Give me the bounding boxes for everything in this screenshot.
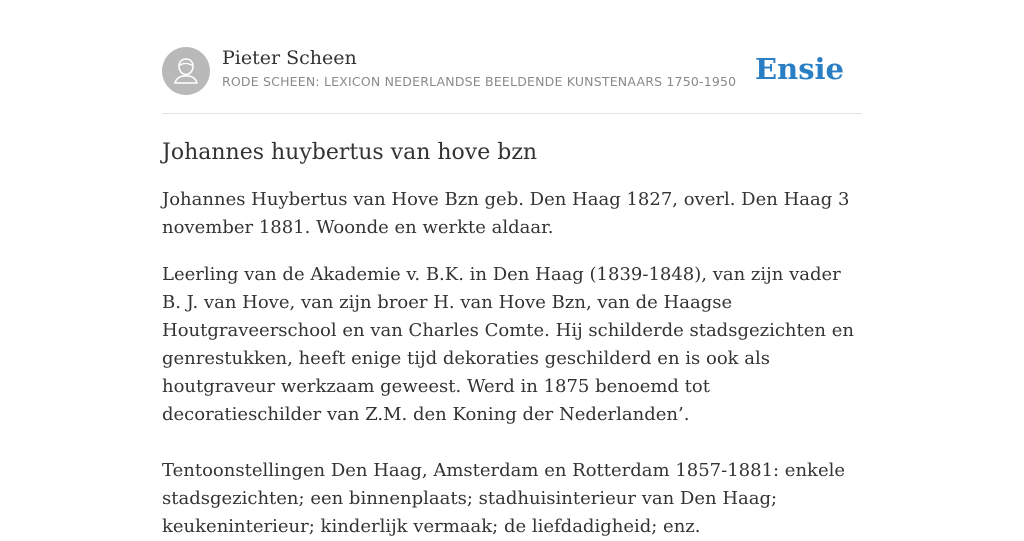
- author-name[interactable]: Pieter Scheen: [222, 47, 357, 69]
- article-paragraph-1: Johannes Huybertus van Hove Bzn geb. Den Haag 1827, overl. Den Haag 3 november 1881. Woonde en werkte aldaar.: [162, 189, 850, 238]
- ensie-logo-link[interactable]: Ensie: [755, 52, 844, 86]
- author-avatar[interactable]: [162, 47, 210, 95]
- source-label[interactable]: RODE SCHEEN: LEXICON NEDERLANDSE BEELDENDE KUNSTENAARS 1750-1950: [222, 74, 737, 89]
- user-icon: [162, 47, 210, 95]
- article-paragraph-2: Leerling van de Akademie v. B.K. in Den Haag (1839-1848), van zijn vader B. J. van Hove, van zijn broer H. van Hove Bzn, van de Haagse Houtgraveerschool en van Charles Comte. Hij schilderde stadsgezichten en genrestukken, heeft enige tijd dekoraties geschilderd en is ook als houtgraveur werkzaam geweest. Werd in 1875 benoemd tot decoratieschilder van Z.M. den Koning der Nederlanden’.: [162, 264, 854, 425]
- article-header: [162, 46, 862, 96]
- article-title: Johannes huybertus van hove bzn: [162, 140, 538, 165]
- header-divider: [162, 113, 862, 114]
- paragraph-break: [162, 429, 862, 457]
- article-paragraph-3: Tentoonstellingen Den Haag, Amsterdam en Rotterdam 1857-1881: enkele stadsgezichten; een binnenplaats; stadhuisinterieur van Den Haag; keukeninterieur; kinderlijk vermaak; de liefdadigheid; enz.: [162, 460, 846, 537]
- article-content: [162, 136, 862, 541]
